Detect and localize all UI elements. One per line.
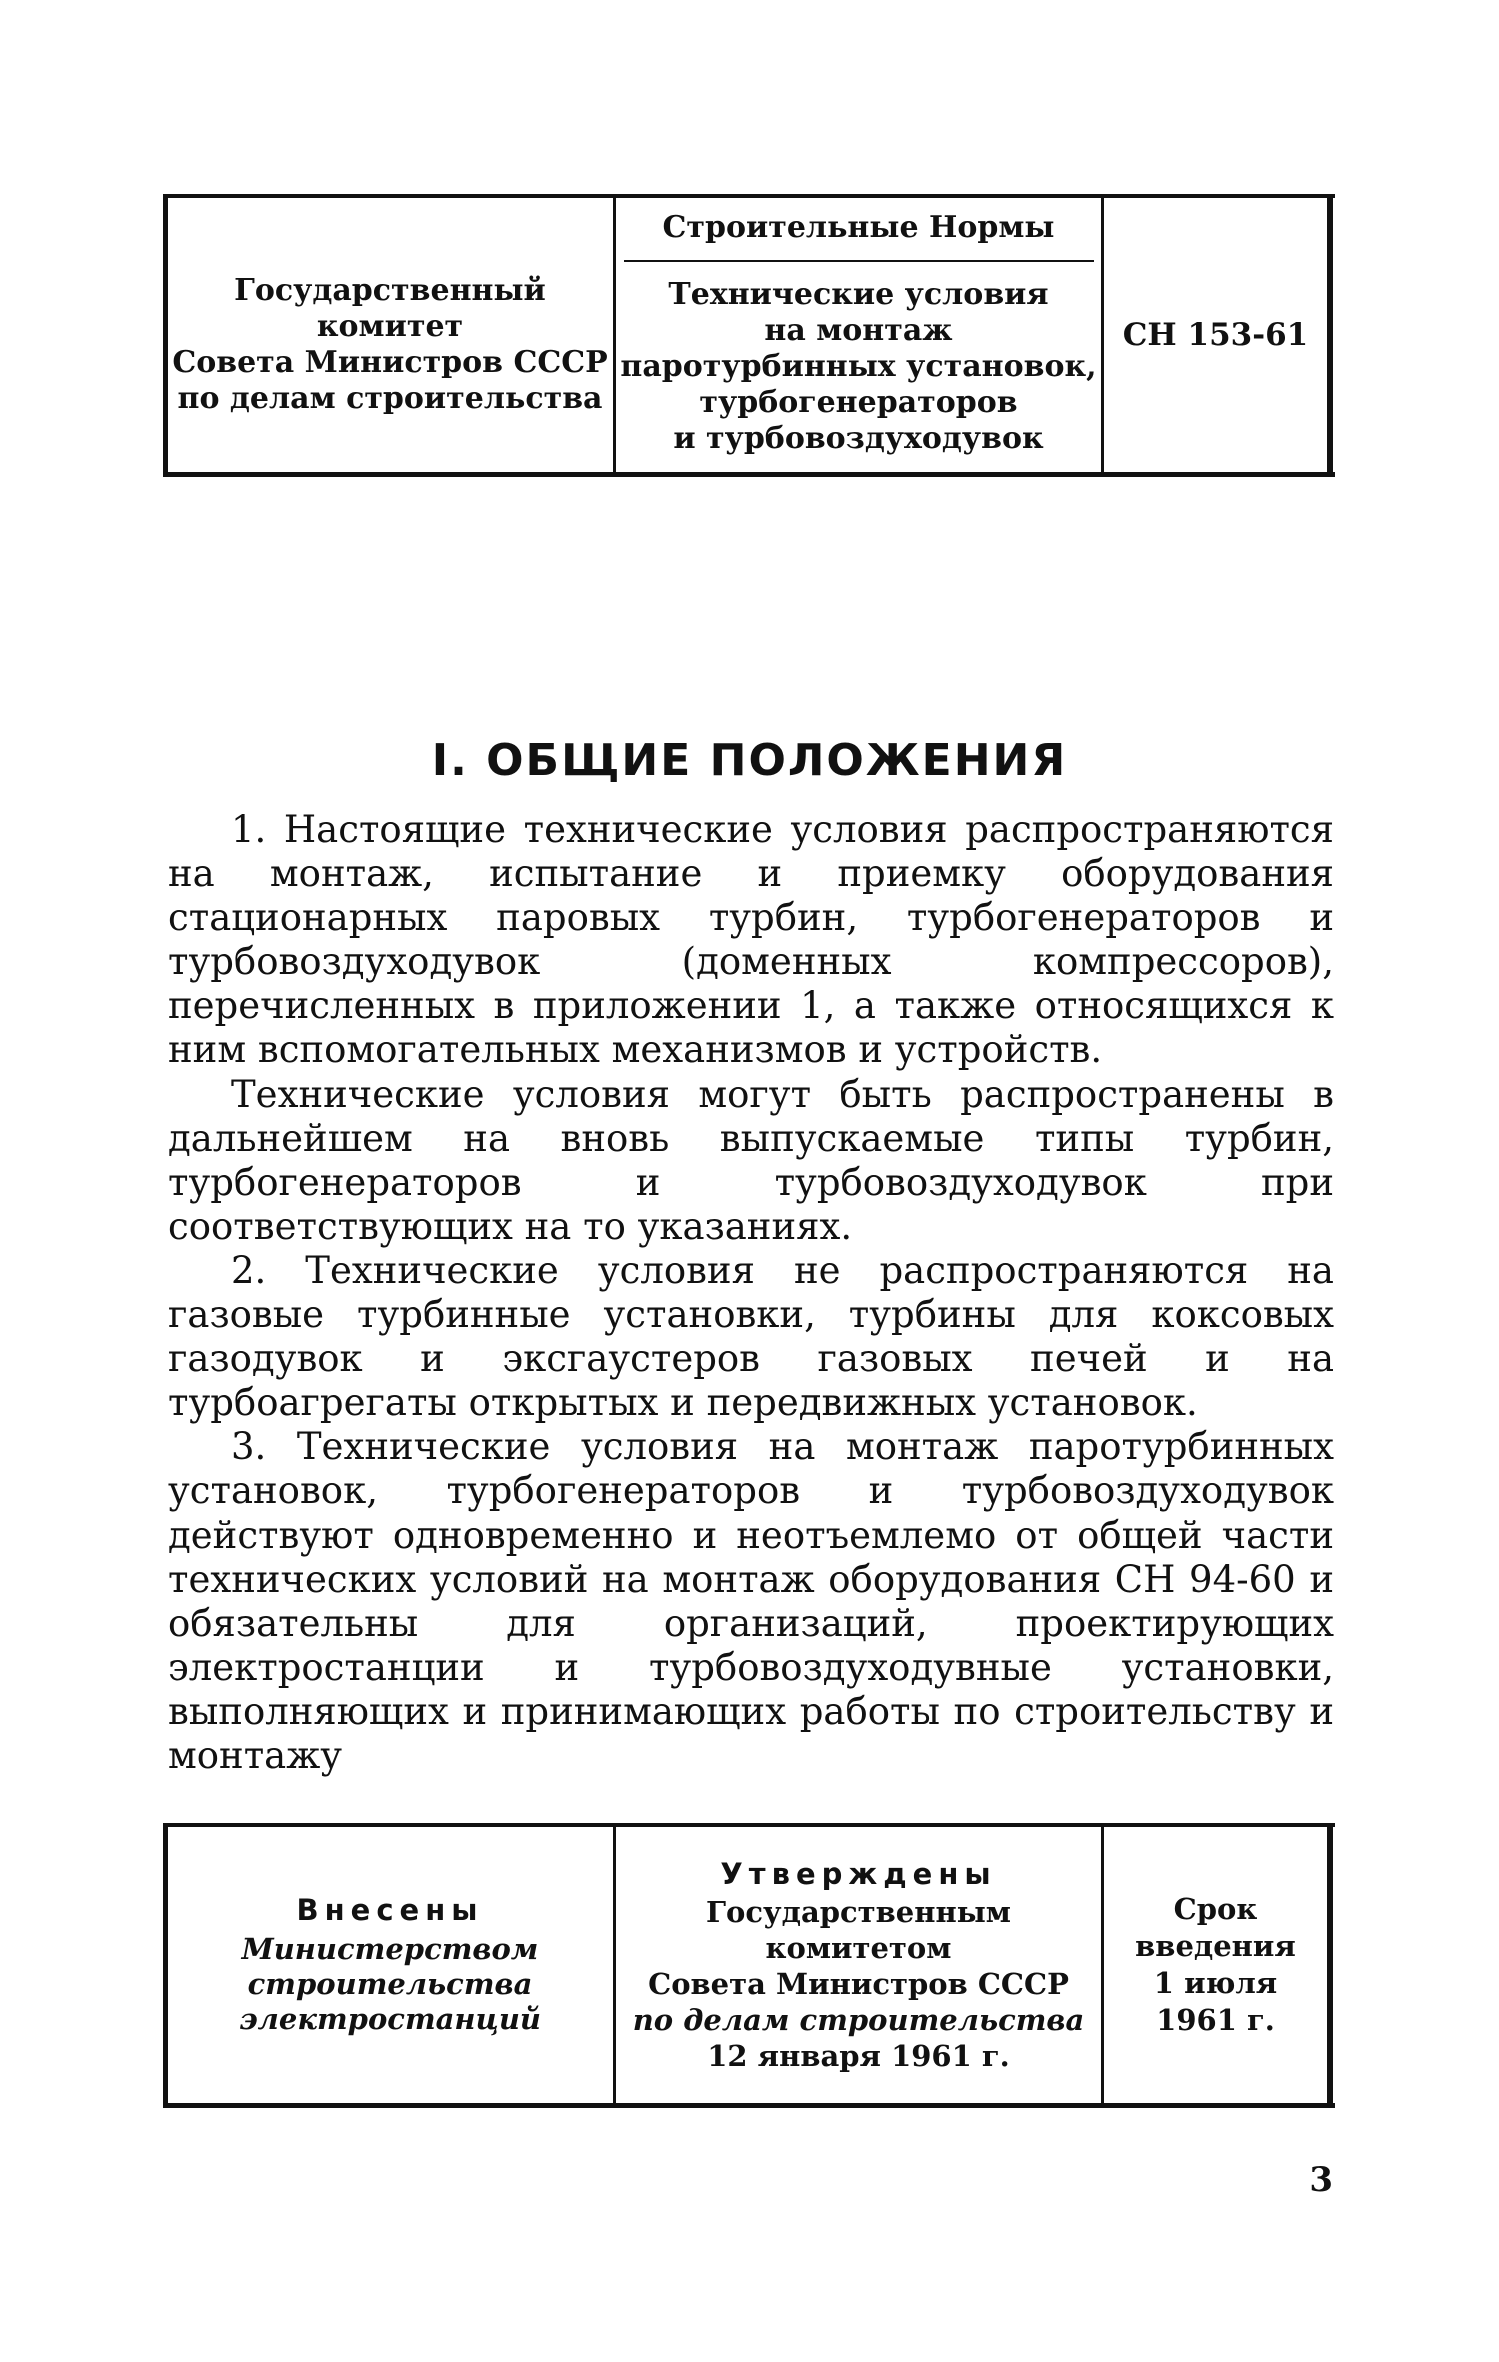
footer-submitted <box>170 1827 610 2103</box>
header-title-line: и турбовоздуходувок <box>673 421 1044 456</box>
paragraph: Технические условия могут быть распространены в дальнейшем на вновь выпускаемые типы турбин, турбогенераторов и турбовоздуходувок при соответствующих на то указаниях. <box>168 1072 1334 1248</box>
header-title-line: турбогенераторов <box>699 385 1018 420</box>
approved-label: Утверждены <box>720 1857 997 1891</box>
header-title-line: Технические условия <box>668 277 1049 312</box>
effective-line: введения <box>1135 1929 1296 1963</box>
approved-by-line: Государственным <box>706 1895 1011 1929</box>
footer-approved <box>616 1827 1101 2103</box>
paragraph: 1. Настоящие технические условия распространяются на монтаж, испытание и приемку оборудования стационарных паровых турбин, турбогенераторов и турбовоздуходувок (доменных компрессоров), перечисленных в приложении 1, а также относящихся к ним вспомогательных механизмов и устройств. <box>168 808 1334 1072</box>
header-org-line: Совета Министров СССР <box>172 345 608 380</box>
footer-effective <box>1104 1827 1327 2103</box>
header-title <box>616 262 1101 472</box>
submitted-by-line: строительства <box>247 1967 533 2001</box>
header-code <box>1104 198 1327 472</box>
approved-by-line: 12 января 1961 г. <box>707 2039 1010 2073</box>
section-heading: I. ОБЩИЕ ПОЛОЖЕНИЯ <box>431 735 1068 786</box>
effective-line: 1961 г. <box>1156 2003 1275 2037</box>
header-category <box>616 198 1101 258</box>
effective-line: Срок <box>1173 1892 1258 1926</box>
submitted-by-line: электростанций <box>238 2002 542 2036</box>
approved-by-line: Совета Министров СССР <box>648 1967 1069 2001</box>
header-category-text: Строительные Нормы <box>662 210 1055 245</box>
paragraph: 2. Технические условия не распространяются на газовые турбинные установки, турбины для коксовых газодувок и эксгаустеров газовых печей и на турбоагрегаты открытых и передвижных установок. <box>168 1248 1334 1425</box>
header-org <box>170 198 610 472</box>
header-org-line: комитет <box>316 309 464 344</box>
effective-line: 1 июля <box>1153 1966 1278 2000</box>
page-number: 3 <box>1309 2160 1333 2200</box>
paragraph: 3. Технические условия на монтаж паротурбинных установок, турбогенераторов и турбовоздуходувок действуют одновременно и неотъемлемо от общей части технических условий на монтаж оборудования СН 94-60 и обязательны для организаций, проектирующих электростанции и турбовоздуходувные установки, выполняющих и принимающих работы по строительству и монтажу <box>168 1425 1334 1777</box>
header-code-text: СН 153-61 <box>1122 317 1309 353</box>
header-org-line: Государственный <box>234 273 546 308</box>
approved-by-line: по делам строительства <box>632 2003 1085 2037</box>
submitted-label: Внесены <box>296 1893 484 1927</box>
body-text <box>168 808 1334 1778</box>
header-org-line: по делам строительства <box>177 381 603 416</box>
header-title-line: паротурбинных установок, <box>620 349 1097 384</box>
header-title-line: на монтаж <box>764 313 953 348</box>
submitted-by-line: Министерством <box>241 1932 539 1966</box>
approved-by-line: комитетом <box>765 1931 952 1965</box>
